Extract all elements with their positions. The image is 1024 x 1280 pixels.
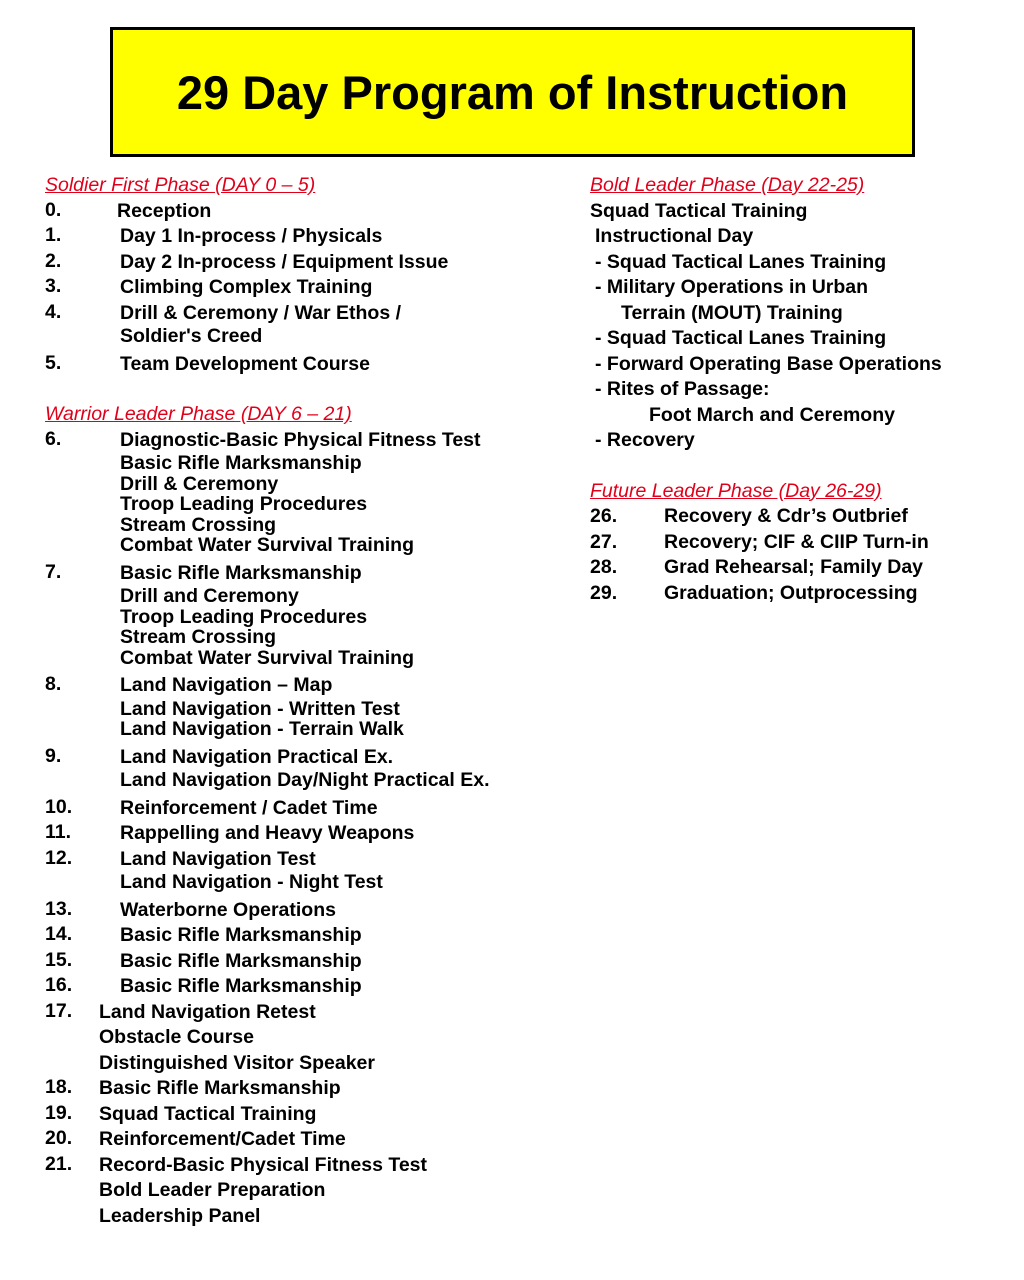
- item-text: Soldier's Creed: [120, 325, 263, 347]
- item-number: 21.: [45, 1152, 73, 1175]
- item-text: Basic Rifle Marksmanship: [99, 1077, 341, 1099]
- list-item: [45, 821, 585, 847]
- item-text: Land Navigation – Map: [120, 674, 333, 696]
- list-item: [45, 949, 585, 975]
- item-number: 3.: [45, 275, 62, 297]
- item-number: 18.: [45, 1076, 73, 1098]
- list-item: [590, 530, 1010, 556]
- item-number: 26.: [590, 505, 618, 527]
- item-text: Troop Leading Procedures: [120, 493, 368, 515]
- phase-heading-warrior-leader: Warrior Leader Phase (DAY 6 – 21): [45, 403, 352, 425]
- item-text: Drill & Ceremony / War Ethos /: [120, 301, 401, 324]
- item-text: Land Navigation Test: [120, 847, 316, 870]
- item-number: 10.: [45, 795, 73, 818]
- item-number: 15.: [45, 948, 73, 971]
- title-banner: [110, 27, 915, 157]
- item-number: 13.: [45, 897, 73, 920]
- list-item: [590, 581, 1010, 607]
- item-text: Team Development Course: [120, 352, 370, 375]
- phase-line: Terrain (MOUT) Training: [621, 301, 843, 324]
- item-text: Day 2 In-process / Equipment Issue: [120, 250, 449, 273]
- item-number: 5.: [45, 351, 62, 374]
- item-number: 1.: [45, 224, 62, 246]
- item-number: 20.: [45, 1127, 73, 1149]
- item-text: Day 1 In-process / Physicals: [120, 225, 383, 247]
- item-text: Combat Water Survival Training: [120, 646, 415, 669]
- left-column: [45, 173, 585, 1229]
- item-text: Grad Rehearsal; Family Day: [664, 556, 924, 578]
- section-gap: [590, 454, 1010, 479]
- item-text: Waterborne Operations: [120, 898, 336, 921]
- item-text: Stream Crossing: [120, 626, 277, 648]
- item-text: Land Navigation - Night Test: [120, 871, 383, 893]
- item-text: Distinguished Visitor Speaker: [99, 1051, 375, 1074]
- list-item: [45, 1000, 585, 1077]
- item-text: Recovery; CIF & CIIP Turn-in: [664, 530, 929, 553]
- phase-line: - Rites of Passage:: [595, 378, 770, 400]
- item-number: 7.: [45, 560, 62, 583]
- list-item: [45, 275, 585, 301]
- item-text: Reinforcement / Cadet Time: [120, 796, 378, 819]
- phase-line: - Squad Tactical Lanes Training: [595, 250, 887, 273]
- item-text: Record-Basic Physical Fitness Test: [99, 1153, 428, 1176]
- item-number: 11.: [45, 821, 72, 843]
- item-text: Recovery & Cdr’s Outbrief: [664, 505, 908, 527]
- phase-heading-bold-leader: Bold Leader Phase (Day 22-25): [590, 174, 865, 196]
- list-item: [45, 796, 585, 822]
- list-item: [45, 352, 585, 378]
- phase-line: Squad Tactical Training: [590, 199, 808, 222]
- item-text: Diagnostic-Basic Physical Fitness Test: [120, 428, 481, 451]
- phase-line: Instructional Day: [595, 225, 754, 247]
- item-text: Leadership Panel: [99, 1204, 261, 1227]
- item-number: 29.: [590, 581, 618, 604]
- phase-line: - Squad Tactical Lanes Training: [595, 327, 887, 349]
- item-text: Basic Rifle Marksmanship: [120, 975, 362, 997]
- item-text: Land Navigation Practical Ex.: [120, 745, 394, 768]
- item-text: Basic Rifle Marksmanship: [120, 561, 362, 584]
- item-number: 8.: [45, 673, 62, 695]
- list-item: [45, 561, 585, 674]
- item-text: Graduation; Outprocessing: [664, 581, 918, 604]
- list-item: [45, 1127, 585, 1153]
- item-number: 6.: [45, 427, 62, 450]
- item-text: Reinforcement/Cadet Time: [99, 1128, 346, 1150]
- list-item: [590, 555, 1010, 581]
- item-text: Reception: [117, 199, 212, 222]
- list-item: [45, 898, 585, 924]
- item-number: 27.: [590, 530, 618, 553]
- phase-line: - Recovery: [595, 429, 695, 451]
- list-item: [45, 1102, 585, 1128]
- item-text: Obstacle Course: [99, 1026, 254, 1048]
- list-item: [45, 250, 585, 276]
- list-item: [45, 974, 585, 1000]
- item-number: 9.: [45, 744, 62, 767]
- item-text: Climbing Complex Training: [120, 276, 373, 298]
- list-item: [45, 199, 585, 225]
- item-number: 4.: [45, 300, 62, 323]
- list-item: [45, 1076, 585, 1102]
- item-number: 17.: [45, 999, 73, 1022]
- list-item: [45, 745, 585, 796]
- list-item: [45, 847, 585, 898]
- phase-heading-soldier-first: Soldier First Phase (DAY 0 – 5): [45, 174, 316, 196]
- item-text: Rappelling and Heavy Weapons: [120, 822, 415, 844]
- item-text: Land Navigation Retest: [99, 1000, 316, 1023]
- list-item: [45, 428, 585, 561]
- item-text: Land Navigation Day/Night Practical Ex.: [120, 769, 490, 791]
- list-item: [45, 224, 585, 250]
- item-text: Drill & Ceremony: [120, 472, 279, 495]
- item-text: Land Navigation - Written Test: [120, 697, 400, 720]
- item-number: 28.: [590, 556, 618, 578]
- list-item: [45, 673, 585, 745]
- section-gap: [45, 377, 585, 402]
- list-item: [590, 504, 1010, 530]
- item-number: 12.: [45, 846, 73, 869]
- item-text: Basic Rifle Marksmanship: [120, 452, 362, 474]
- item-number: 14.: [45, 923, 73, 945]
- right-column: [590, 173, 1010, 606]
- item-number: 0.: [45, 198, 62, 221]
- item-text: Stream Crossing: [120, 513, 277, 536]
- item-text: Basic Rifle Marksmanship: [120, 949, 362, 972]
- item-text: Bold Leader Preparation: [99, 1179, 326, 1201]
- item-text: Basic Rifle Marksmanship: [120, 924, 362, 946]
- phase-line: - Military Operations in Urban: [595, 276, 869, 298]
- phase-heading-future-leader: Future Leader Phase (Day 26-29): [590, 479, 882, 502]
- item-text: Troop Leading Procedures: [120, 605, 368, 628]
- item-number: 16.: [45, 974, 73, 996]
- list-item: [45, 301, 585, 352]
- item-text: Land Navigation - Terrain Walk: [120, 718, 404, 740]
- page-title: 29 Day Program of Instruction: [176, 65, 849, 119]
- list-item: [45, 923, 585, 949]
- phase-line: Foot March and Ceremony: [649, 403, 895, 426]
- list-item: [45, 1153, 585, 1230]
- item-text: Combat Water Survival Training: [120, 534, 415, 556]
- item-text: Squad Tactical Training: [99, 1102, 317, 1125]
- item-text: Drill and Ceremony: [120, 585, 299, 607]
- item-number: 2.: [45, 249, 62, 272]
- item-number: 19.: [45, 1101, 73, 1124]
- phase-line: - Forward Operating Base Operations: [595, 352, 942, 375]
